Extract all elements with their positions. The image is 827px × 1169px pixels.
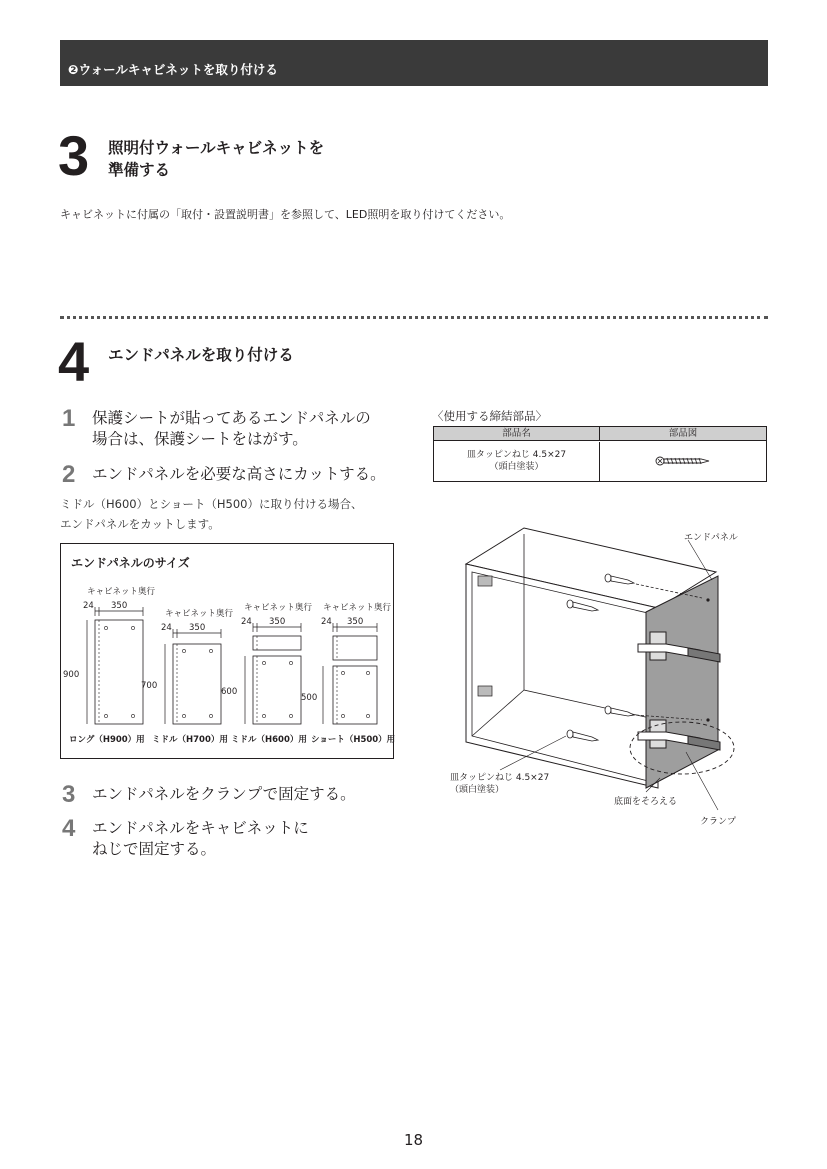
parts-item-line2: （頭白塗装） [489, 462, 544, 472]
panel-1-dim-24: 24 [83, 601, 94, 611]
section-divider [60, 316, 768, 319]
screw-icon [601, 442, 767, 481]
panel-4-dim-24: 24 [321, 617, 332, 627]
panel-4-caption: ショート（H500）用 [311, 735, 395, 745]
page-number: 18 [403, 1131, 424, 1149]
panel-1-caption: ロング（H900）用 [69, 735, 145, 745]
label-clamp: クランプ [700, 817, 737, 827]
label-screw-line2: （頭白塗装） [450, 785, 505, 795]
panel-2-depth-label: キャビネット奥行 [165, 609, 234, 619]
panel-4-offcut [333, 636, 377, 660]
size-box-title: エンドパネルのサイズ [71, 556, 190, 570]
section-3-number: 3 [58, 124, 90, 187]
section-3-description: キャビネットに付属の「取付・設置説明書」を参照して、LED照明を取り付けてください。 [60, 208, 511, 221]
label-screw [450, 772, 549, 796]
parts-item-name [434, 442, 600, 481]
step-2-number: 2 [62, 461, 76, 488]
panel-2-rect [173, 644, 221, 724]
panel-3-height: 600 [221, 687, 238, 697]
section-3-title-line2: 準備する [108, 161, 171, 179]
parts-caption: 〈使用する締結部品〉 [432, 409, 547, 423]
step-2-note-line1: ミドル（H600）とショート（H500）に取り付ける場合、 [60, 497, 363, 511]
panel-4-height: 500 [301, 693, 318, 703]
panel-1-dim-350: 350 [111, 601, 128, 611]
step-4-text [92, 818, 309, 860]
label-end-panel: エンドパネル [684, 533, 738, 543]
step-1-line2: 場合は、保護シートをはがす。 [92, 430, 308, 448]
step-1-number: 1 [62, 405, 76, 432]
step-2-note [60, 494, 362, 534]
section-3-title [108, 137, 324, 181]
section-4-number: 4 [58, 330, 90, 393]
panel-4-rect [333, 666, 377, 724]
panel-1-height: 900 [63, 670, 80, 680]
end-panel-size-box [60, 543, 394, 759]
panel-3-caption: ミドル（H600）用 [231, 735, 307, 745]
panel-3-depth-label: キャビネット奥行 [244, 603, 313, 613]
step-2-text: エンドパネルを必要な高さにカットする。 [92, 465, 386, 483]
step-1-text [92, 408, 371, 450]
panel-4-depth-label: キャビネット奥行 [323, 603, 392, 613]
parts-col-name: 部品名 [434, 427, 600, 441]
parts-table [433, 426, 767, 482]
step-2-note-line2: エンドパネルをカットします。 [60, 517, 220, 531]
section-3-title-line1: 照明付ウォールキャビネットを [108, 139, 325, 157]
panel-2-caption: ミドル（H700）用 [152, 735, 228, 745]
end-panel-size-diagram [61, 544, 395, 760]
panel-2-dim-350: 350 [189, 623, 206, 633]
section-header-bar [60, 40, 768, 86]
parts-item-line1: 皿タッピンねじ 4.5×27 [466, 450, 567, 460]
cabinet-illustration [430, 520, 770, 834]
step-3-text: エンドパネルをクランプで固定する。 [92, 785, 356, 803]
step-4-number: 4 [62, 815, 76, 842]
panel-3-dim-24: 24 [241, 617, 252, 627]
parts-col-image: 部品図 [600, 427, 766, 441]
panel-3-dim-350: 350 [269, 617, 286, 627]
section-header-text: ❷ウォールキャビネットを取り付ける [68, 62, 278, 77]
step-4-line2: ねじで固定する。 [92, 840, 217, 858]
step-3-number: 3 [62, 781, 76, 808]
step-4-line1: エンドパネルをキャビネットに [92, 819, 309, 837]
panel-1-depth-label: キャビネット奥行 [87, 587, 156, 597]
panel-1-rect [95, 620, 143, 724]
step-1-line1: 保護シートが貼ってあるエンドパネルの [92, 409, 371, 427]
parts-item-image [601, 442, 767, 481]
label-bottom-align: 底面をそろえる [614, 797, 678, 807]
panel-2-dim-24: 24 [161, 623, 172, 633]
panel-3-offcut [253, 636, 301, 650]
panel-3-rect [253, 656, 301, 724]
label-screw-line1: 皿タッピンねじ 4.5×27 [450, 773, 550, 783]
panel-2-height: 700 [141, 681, 158, 691]
panel-4-dim-350: 350 [347, 617, 364, 627]
section-4-title: エンドパネルを取り付ける [108, 346, 294, 364]
